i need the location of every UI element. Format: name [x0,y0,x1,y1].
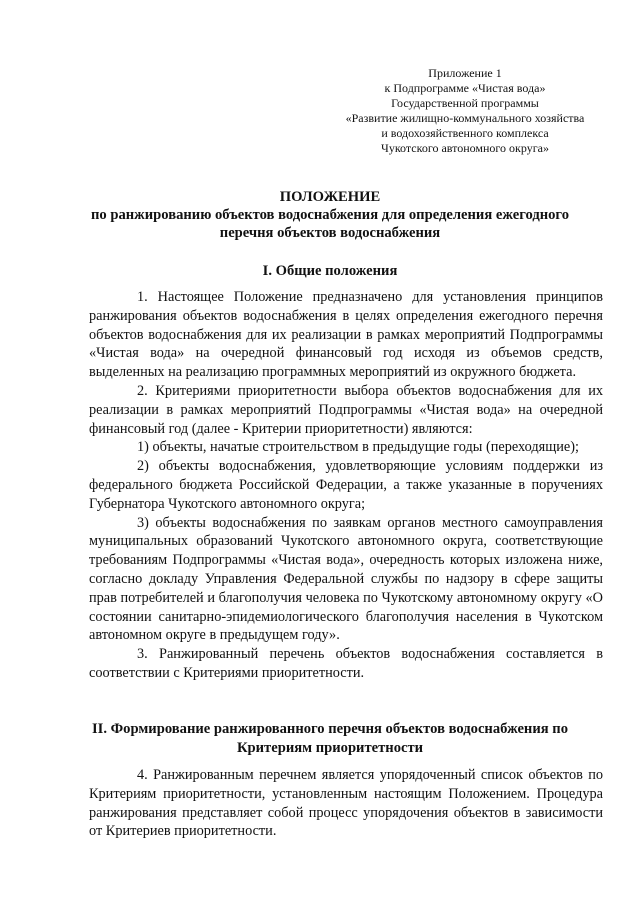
section-2-title [60,720,600,757]
section-2-title-line: Критериям приоритетности [236,739,424,756]
paragraph: 2. Критериями приоритетности выбора объектов водоснабжения для их реализации в рамках мероприятий Подпрограммы «Чистая вода» на очередной финансовый год (далее - Критерии приоритетности) являются: [89,382,603,437]
annex-line: Государственной программы [391,96,539,110]
annex-line: Приложение 1 [428,66,502,80]
section-2-body [89,766,603,841]
annex-line: и водохозяйственного комплекса [381,126,549,140]
list-item: 2) объекты водоснабжения, удовлетворяющие условиям поддержки из федерального бюджета Российской Федерации, а также указанные в поручениях Губернатора Чукотского автономного округа; [89,458,603,512]
document-subheading-line: перечня объектов водоснабжения [219,225,441,241]
list-item: 1) объекты, начатые строительством в предыдущие годы (переходящие); [137,439,579,456]
document-heading: ПОЛОЖЕНИЕ [279,189,381,205]
document-title [60,188,600,242]
annex-line: «Развитие жилищно-коммунального хозяйства [345,111,585,125]
list-item: 3) объекты водоснабжения по заявкам органов местного самоуправления муниципальных образований Чукотского автономного округа, соответствующие требованиям Подпрограммы «Чистая вода», очередность которых изложена ниже, согласно докладу Управления Федеральной службы по надзору в сфере защиты прав потребителей и благополучия человека по Чукотскому автономному округу «О состоянии санитарно-эпидемиологического благополучия населения в Чукотском автономном округе в предыдущем году». [89,514,603,644]
annex-line: к Подпрограмме «Чистая вода» [384,81,546,95]
annex-header [300,66,630,156]
section-1-title: I. Общие положения [262,263,398,279]
section-2-title-line: II. Формирование ранжированного перечня объектов водоснабжения по [91,721,568,737]
paragraph: 4. Ранжированным перечнем является упорядоченный список объектов по Критериям приоритетности, установленным настоящим Положением. Процедура ранжирования представляет собой процесс упорядочения объектов в зависимости от Критериев приоритетности. [89,767,603,840]
annex-line: Чукотского автономного округа» [381,141,549,155]
section-1-body [89,288,603,683]
paragraph: 3. Ранжированный перечень объектов водоснабжения составляется в соответствии с Критериями приоритетности. [89,646,603,681]
paragraph: 1. Настоящее Положение предназначено для установления принципов ранжирования объектов водоснабжения в целях определения ежегодного перечня объектов водоснабжения для их реализации в рамках мероприятий Подпрограммы «Чистая вода» на очередной финансовый год исходя из объемов средств, выделенных на реализацию программных мероприятий из окружного бюджета. [89,289,603,381]
document-subheading-line: по ранжированию объектов водоснабжения для определения ежегодного [91,207,569,223]
